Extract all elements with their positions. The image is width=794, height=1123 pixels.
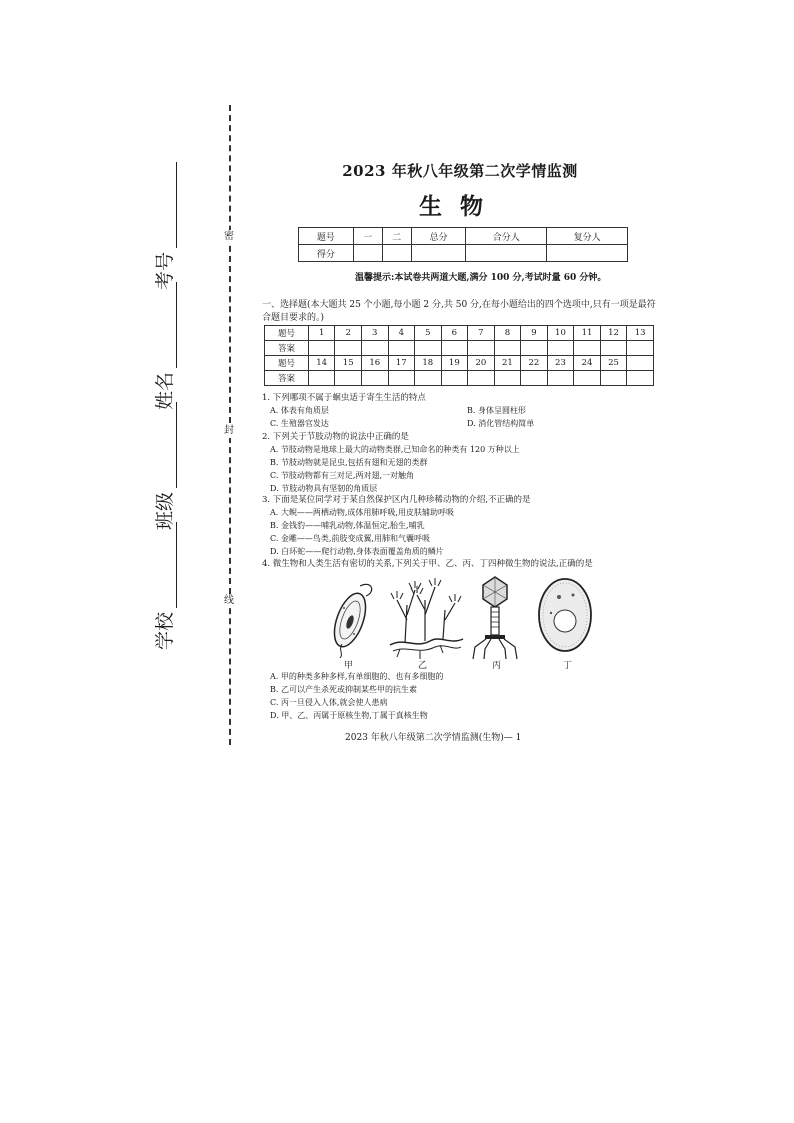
question-num: 4: [388, 326, 415, 341]
q4-option-a: A. 甲的种类多种多样,有单细胞的、也有多细胞的: [270, 672, 444, 681]
q2-option-c: C. 节肢动物都有三对足,两对翅,一对触角: [270, 471, 415, 480]
score-cell: 题号: [299, 228, 354, 245]
question-num: 9: [521, 326, 548, 341]
answer-box[interactable]: [574, 341, 601, 356]
answer-box[interactable]: [521, 371, 548, 386]
answer-box[interactable]: [547, 371, 574, 386]
answer-box[interactable]: [600, 341, 627, 356]
score-table-score-row: [299, 245, 628, 262]
score-input-cell[interactable]: [466, 245, 547, 262]
question-num: 5: [415, 326, 442, 341]
field-exam-number-label: 考号: [154, 251, 176, 290]
score-cell: 复分人: [547, 228, 628, 245]
figure-mold-yi: [385, 575, 465, 660]
answer-box[interactable]: [415, 341, 442, 356]
answer-box[interactable]: [494, 341, 521, 356]
q2-option-a: A. 节肢动物是地球上最大的动物类群,已知命名的种类有 120 万种以上: [270, 445, 520, 454]
answer-box[interactable]: [627, 371, 654, 386]
score-cell: 一: [353, 228, 382, 245]
answer-row-label: 答案: [265, 371, 309, 386]
answer-box[interactable]: [600, 371, 627, 386]
q1-option-c: C. 生殖器官发达: [270, 419, 329, 428]
score-input-cell[interactable]: [411, 245, 466, 262]
question-num: 14: [308, 356, 335, 371]
answer-box[interactable]: [441, 371, 468, 386]
q4-option-b: B. 乙可以产生杀死或抑制某些甲的抗生素: [270, 685, 417, 694]
q2-option-b: B. 节肢动物就是昆虫,包括有翅和无翅的类群: [270, 458, 428, 467]
question-num: 20: [468, 356, 495, 371]
question-num: 1: [308, 326, 335, 341]
question-3-stem: 3. 下面是某位同学对于某自然保护区内几种珍稀动物的介绍,不正确的是: [262, 495, 531, 505]
field-exam-number[interactable]: [150, 162, 177, 290]
answer-box-row: [265, 341, 654, 356]
seal-char-mi: 密: [224, 231, 234, 242]
field-school-line[interactable]: [158, 522, 177, 608]
q1-option-d: D. 消化管结构简单: [467, 419, 535, 428]
binding-strip: [0, 0, 240, 800]
exam-title: 2023 年秋八年级第二次学情监测: [342, 162, 578, 180]
exam-tip: 温馨提示:本试卷共两道大题,满分 100 分,考试时量 60 分钟。: [355, 273, 607, 283]
answer-box[interactable]: [547, 341, 574, 356]
figure-label-yi: 乙: [418, 661, 428, 671]
score-cell: 二: [382, 228, 411, 245]
answer-box[interactable]: [308, 341, 335, 356]
question-num: 11: [574, 326, 601, 341]
figure-label-ding: 丁: [563, 661, 573, 671]
q1-option-b: B. 身体呈圆柱形: [467, 406, 526, 415]
q3-option-b: B. 金钱豹——哺乳动物,体温恒定,胎生,哺乳: [270, 521, 425, 530]
answer-box[interactable]: [335, 371, 362, 386]
seal-char-feng: 封: [224, 425, 234, 436]
score-table: [298, 227, 628, 262]
answer-box[interactable]: [335, 341, 362, 356]
q3-option-d: D. 白环蛇——爬行动物,身体表面覆盖角质的鳞片: [270, 547, 444, 556]
figure-virus-bing: [470, 575, 520, 660]
question-num: 12: [600, 326, 627, 341]
question-1-stem: 1. 下列哪项不属于蛔虫适于寄生生活的特点: [262, 393, 426, 403]
answer-row-label: 答案: [265, 341, 309, 356]
score-cell: 合分人: [466, 228, 547, 245]
question-num: 23: [547, 356, 574, 371]
figure-bacterium-jia: [320, 578, 380, 658]
field-class-label: 班级: [154, 491, 176, 530]
page-footer: 2023 年秋八年级第二次学情监测(生物)— 1: [345, 733, 522, 743]
question-num: 7: [468, 326, 495, 341]
question-num: 19: [441, 356, 468, 371]
question-num: 13: [627, 326, 654, 341]
exam-subject: 生物: [419, 193, 501, 220]
score-input-cell[interactable]: [382, 245, 411, 262]
field-name-line[interactable]: [158, 282, 177, 368]
answer-num-row: [265, 326, 654, 341]
answer-box[interactable]: [388, 341, 415, 356]
question-num: 2: [335, 326, 362, 341]
answer-box[interactable]: [308, 371, 335, 386]
seal-char-xian: 线: [224, 595, 234, 606]
score-table-header-row: [299, 228, 628, 245]
question-num: 17: [388, 356, 415, 371]
field-class[interactable]: [150, 402, 177, 530]
question-num: 10: [547, 326, 574, 341]
answer-box[interactable]: [468, 371, 495, 386]
figure-label-jia: 甲: [344, 661, 354, 671]
answer-box[interactable]: [468, 341, 495, 356]
answer-box[interactable]: [361, 341, 388, 356]
field-name-label: 姓名: [154, 371, 176, 410]
figure-yeast-ding: [535, 575, 595, 655]
answer-box[interactable]: [627, 341, 654, 356]
question-num: 3: [361, 326, 388, 341]
q3-option-a: A. 大鲵——两栖动物,成体用肺呼吸,用皮肤辅助呼吸: [270, 508, 454, 517]
q4-option-d: D. 甲、乙、丙属于原核生物,丁属于真核生物: [270, 711, 428, 720]
field-name[interactable]: [150, 282, 177, 410]
field-class-line[interactable]: [158, 402, 177, 488]
question-2-stem: 2. 下列关于节肢动物的说法中正确的是: [262, 432, 409, 442]
answer-row-label: 题号: [265, 326, 309, 341]
q3-option-c: C. 金雕——鸟类,前肢变成翼,用肺和气囊呼吸: [270, 534, 431, 543]
question-num: 15: [335, 356, 362, 371]
q2-option-d: D. 节肢动物具有坚韧的角质层: [270, 484, 378, 493]
answer-box-row: [265, 371, 654, 386]
answer-row-label: 题号: [265, 356, 309, 371]
question-num: 21: [494, 356, 521, 371]
answer-num-row: [265, 356, 654, 371]
score-input-cell[interactable]: [547, 245, 628, 262]
score-input-cell[interactable]: [353, 245, 382, 262]
question-num: 25: [600, 356, 627, 371]
q1-option-a: A. 体表有角质层: [270, 406, 329, 415]
q4-option-c: C. 丙一旦侵入人体,就会使人患病: [270, 698, 388, 707]
question-num: 24: [574, 356, 601, 371]
field-exam-number-line[interactable]: [158, 162, 177, 248]
answer-box[interactable]: [415, 371, 442, 386]
question-num: [627, 356, 654, 371]
answer-table: [264, 325, 654, 386]
score-cell: 得分: [299, 245, 354, 262]
answer-box[interactable]: [441, 341, 468, 356]
field-school[interactable]: [150, 522, 177, 650]
answer-box[interactable]: [494, 371, 521, 386]
section-one-title: 一、选择题(本大题共 25 个小题,每小题 2 分,共 50 分,在每小题给出的四个选项中,只有一项是最符合题目要求的。): [262, 300, 656, 323]
answer-box[interactable]: [521, 341, 548, 356]
figure-label-bing: 丙: [492, 661, 502, 671]
answer-box[interactable]: [361, 371, 388, 386]
answer-box[interactable]: [388, 371, 415, 386]
question-num: 22: [521, 356, 548, 371]
answer-box[interactable]: [574, 371, 601, 386]
field-school-label: 学校: [154, 611, 176, 650]
question-num: 6: [441, 326, 468, 341]
question-num: 8: [494, 326, 521, 341]
question-4-stem: 4. 微生物和人类生活有密切的关系,下列关于甲、乙、丙、丁四种微生物的说法,正确的是: [262, 559, 593, 569]
score-cell: 总分: [411, 228, 466, 245]
question-num: 18: [415, 356, 442, 371]
question-num: 16: [361, 356, 388, 371]
